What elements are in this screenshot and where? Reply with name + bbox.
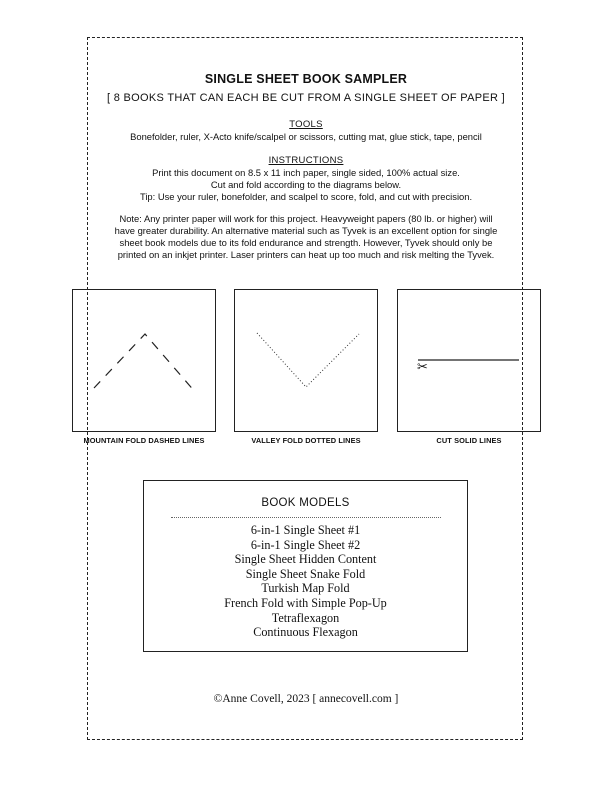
valley-fold-caption: VALLEY FOLD DOTTED LINES <box>251 436 361 445</box>
instructions-heading: INSTRUCTIONS <box>268 155 344 166</box>
cut-line-caption: CUT SOLID LINES <box>436 436 502 445</box>
note-paragraph <box>105 213 507 261</box>
dotted-divider <box>171 517 441 518</box>
book-models-box <box>143 480 468 652</box>
list-item: Tetraflexagon <box>271 610 340 625</box>
instructions-line: Print this document on 8.5 x 11 inch paper, single sided, 100% actual size. <box>152 167 460 178</box>
cut-line-diagram <box>397 289 541 432</box>
instructions-line: Tip: Use your ruler, bonefolder, and scalpel to score, fold, and cut with precision. <box>139 191 473 202</box>
footer-credit: ©Anne Covell, 2023 [ annecovell.com ] <box>213 693 399 705</box>
note-line: sheet book models due to its fold endurance and strength. However, Tyvek should only be <box>119 237 493 248</box>
book-models-list <box>144 523 467 640</box>
list-item: French Fold with Simple Pop-Up <box>224 595 387 610</box>
mountain-fold-diagram <box>72 289 216 432</box>
valley-fold-diagram <box>234 289 378 432</box>
list-item: Continuous Flexagon <box>253 625 358 640</box>
list-item: Single Sheet Hidden Content <box>234 552 377 567</box>
valley-fold-icon <box>235 290 379 433</box>
tools-text: Bonefolder, ruler, X-Acto knife/scalpel or scissors, cutting mat, glue stick, tape, pencil <box>130 131 482 142</box>
mountain-fold-icon <box>73 290 217 433</box>
note-line: printed on an inkjet printer. Laser printers can heat up too much and risk melting the Tyvek. <box>117 249 495 260</box>
book-models-heading: BOOK MODELS <box>261 497 350 509</box>
tools-heading: TOOLS <box>289 119 323 130</box>
list-item: Turkish Map Fold <box>261 581 350 596</box>
note-line: Note: Any printer paper will work for this project. Heavyweight papers (80 lb. or higher) will <box>119 213 493 224</box>
mountain-fold-caption: MOUNTAIN FOLD DASHED LINES <box>83 436 205 445</box>
list-item: 6-in-1 Single Sheet #2 <box>250 537 361 552</box>
page-subtitle: [ 8 BOOKS THAT CAN EACH BE CUT FROM A SINGLE SHEET OF PAPER ] <box>107 92 505 104</box>
list-item: Single Sheet Snake Fold <box>245 566 366 581</box>
list-item: 6-in-1 Single Sheet #1 <box>250 523 361 537</box>
scissors-icon: ✂ <box>417 360 428 375</box>
note-line: have greater durability. An alternative material such as Tyvek is an excellent option for single <box>114 225 498 236</box>
instructions-line: Cut and fold according to the diagrams below. <box>210 179 402 190</box>
page-title: SINGLE SHEET BOOK SAMPLER <box>204 72 408 86</box>
